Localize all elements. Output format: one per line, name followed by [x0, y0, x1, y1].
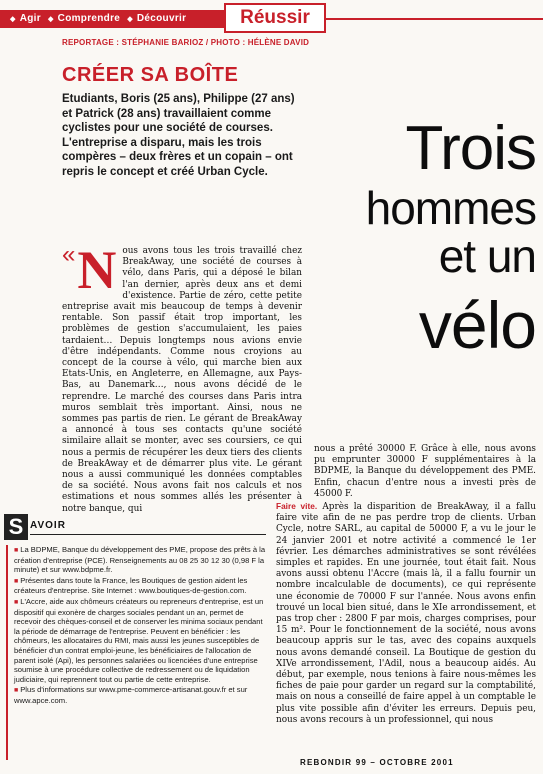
- savoir-item: ■ La BDPME, Banque du développement des PME, propose des prêts à la création d'entreprise (PCE). Renseignements au 08 25 30 12 30 (0,98 F la minute) et sur www.bdpme.fr.: [14, 545, 266, 575]
- savoir-word: AVOIR: [30, 520, 66, 531]
- body-column-1: [62, 240, 302, 515]
- bullet-icon: ■: [14, 547, 19, 554]
- savoir-item: ■ L'Accre, aide aux chômeurs créateurs ou repreneurs d'entreprise, est un dispositif qui exonère de charges sociales pendant un an, permet de recevoir des chèques-conseil et de conserver les minima sociaux pendant la période de démarrage de l'entreprise. Peuvent en bénéficier : les chômeurs, les allocataires du RMI, mais aussi les jeunes susceptibles de bénéficier d'un contrat emploi-jeune, les bénéficiaires de l'allocation de parent isolé (Api), les personnes salariées ou licenciées d'une entreprise soumise à une procédure collective de redressement ou de liquidation judiciaire, qui reprennent tout ou partie de cette entreprise.: [14, 596, 264, 684]
- body-text-1: ous avons tous les trois travaillé chez BreakAway, une société de courses à vélo, dans Paris, qui a déposé le bilan l'an dernier, après deux ans et demi d'existence. Partie de zéro, cette petite entreprise avait mis beaucoup de temps à devenir rentable. Son passif était trop important, les problèmes de gestion s'accumulaient, les paies tardaient… Depuis longtemps nous avions envie d'être indépendants. Comme nous croyions au concept de la course à vélo, qui marche bien aux Etats-Unis, en Angleterre, en Allemagne, aux Pays-Bas, au Danemark…, nous avons décidé de le reprendre. Le marché des courses dans Paris intra muros semblait très important. Ainsi, nous ne sommes pas partis de rien. Le gérant de BreakAway a annoncé à tous ses contacts qu'une société similaire allait se monter, avec ses coursiers, ce qui nous a permis de récupérer les deux tiers des clients de BreakAway et de démarrer plus vite. Le gérant nous a aussi communiqué les données comptables de sa société. Nous avons fait nos calculs et nos estimations et nous sommes allés les présenter à notre banque, qui: [62, 246, 302, 514]
- savoir-header: [4, 514, 266, 539]
- nav-item-reussir: Réussir: [224, 3, 326, 33]
- body-column-3: [276, 501, 536, 726]
- savoir-rule: [30, 534, 266, 535]
- nav-item-comprendre: Comprendre: [57, 13, 121, 24]
- savoir-box: [14, 545, 266, 707]
- savoir-letter: S: [4, 514, 28, 540]
- article-title: [286, 114, 536, 362]
- savoir-sidebar-bar: [6, 545, 8, 760]
- section-nav-items: ◆ Agir ◆ Comprendre ◆ Découvrir: [10, 13, 187, 24]
- bullet-icon: ■: [14, 577, 19, 585]
- drop-cap: N: [77, 240, 117, 300]
- savoir-item: ■ Plus d'informations sur www.pme-commerce-artisanat.gouv.fr et sur www.apce.com.: [14, 685, 248, 705]
- body-text-2: nous a prêté 30000 F. Grâce à elle, nous avons pu emprunter 30000 F supplémentaires à la BDPME, la Banque du développement des PME. Enfin, chacun d'entre nous a investi près de 45000 F.: [314, 444, 536, 499]
- subhead-faire-vite: Faire vite.: [276, 501, 318, 511]
- section-kicker: CRÉER SA BOÎTE: [62, 64, 239, 86]
- body-text-3: Après la disparition de BreakAway, il a fallu faire vite afin de ne pas perdre trop de clients. Urban Cycle, notre SARL, au capital de 50000 F, a vu le jour le 24 janvier 2001 et notre activité a commencé le 1er février. Les démarches administratives se sont révélées simples et rapides. En une journée, tout était fait. Nous avons aussi obtenu l'Accre (mais là, il a fallu fournir un nombre incalculable de documents), ce qui représente une économie de 70000 F sur l'année. Nous avons enfin trouvé un local bien situé, dans le XIe arrondissement, et pas trop cher : 2800 F par mois, charges comprises, pour 15 m². Pour le fonctionnement de la société, nous avons beaucoup appris sur le tas, avec des copains auxquels nous avons demandé conseil. La Boutique de gestion du XIVe arrondissement, l'Adil, nous a beaucoup aidés. Au début, par exemple, nous tenions à faire nous-mêmes les fiches de paie pour garder un regard sur la comptabilité, mais on nous a conseillé de faire appel à un comptable le plus vite possible afin d'éviter les erreurs. Depuis peu, nous avons recours à un professionnel, qui nous: [276, 502, 536, 725]
- nav-item-decouvrir: Découvrir: [136, 13, 187, 24]
- section-nav: [0, 0, 543, 38]
- lead-paragraph: Etudiants, Boris (25 ans), Philippe (27 ans) et Patrick (28 ans) travaillaient comme cyclistes pour une société de courses. L'entreprise a disparu, mais les trois compères – deux frères et un copain – ont repris le concept et créé Urban Cycle.: [62, 93, 295, 178]
- title-line-2: hommes: [365, 182, 536, 234]
- photo-credit: REPORTAGE : STÉPHANIE BARIOZ / PHOTO : HÉLÈNE DAVID: [62, 38, 310, 47]
- title-line-4: vélo: [418, 288, 536, 362]
- body-column-2: [314, 444, 536, 500]
- savoir-item: ■ Présentes dans toute la France, les Boutiques de gestion aident les créateurs d'entreprise. Site Internet : www.boutiques-de-gestion.com.: [14, 575, 248, 596]
- nav-rule: [326, 18, 543, 20]
- quote-mark: «: [62, 241, 76, 268]
- title-line-1: Trois: [405, 114, 536, 183]
- page-footer: REBONDIR 99 – OCTOBRE 2001: [300, 758, 454, 767]
- bullet-icon: ■: [14, 687, 19, 695]
- nav-item-agir: Agir: [19, 13, 41, 24]
- title-line-3: et un: [438, 230, 536, 282]
- bullet-icon: ■: [14, 598, 19, 606]
